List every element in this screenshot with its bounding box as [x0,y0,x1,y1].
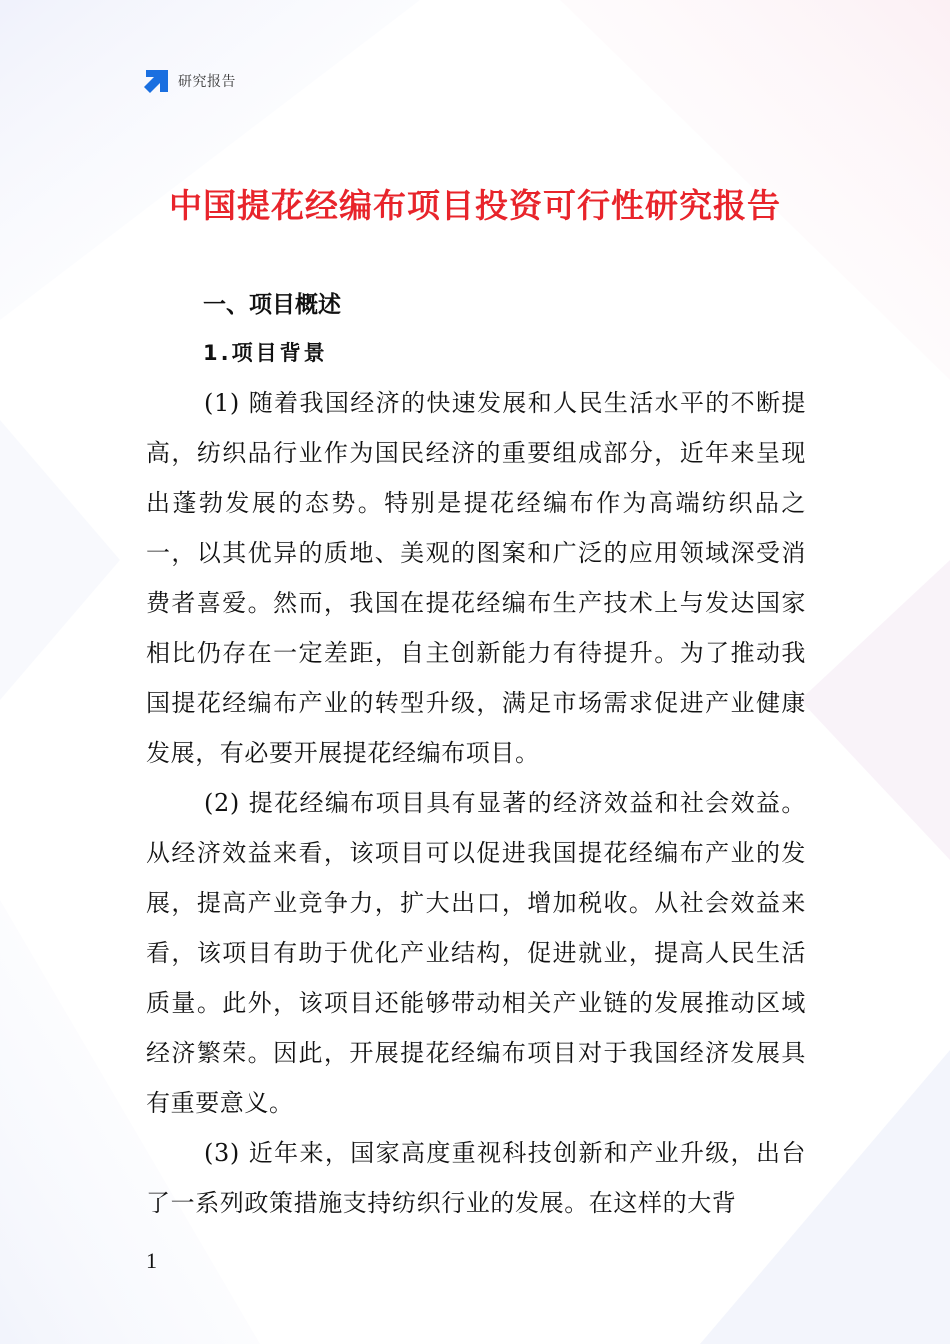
section-heading: 一、项目概述 [203,292,341,318]
sub-heading: 1.项目背景 [203,341,328,365]
paragraph: (3) 近年来，国家高度重视科技创新和产业升级，出台了一系列政策措施支持纺织行业的发展。在这样的大背 [146,1139,806,1217]
page-number: 1 [146,1248,157,1273]
document-title: 中国提花经编布项目投资可行性研究报告 [169,186,781,225]
brand-label: 研究报告 [178,74,236,90]
paragraph: (2) 提花经编布项目具有显著的经济效益和社会效益。从经济效益来看，该项目可以促进我国提花经编布产业的发展，提高产业竞争力，扩大出口，增加税收。从社会效益来看，该项目有助于优化产业结构，促进就业，提高人民生活质量。此外，该项目还能够带动相关产业链的发展推动区域经济繁荣。因此，开展提花经编布项目对于我国经济发展具有重要意义。 [146,789,806,1117]
body-text [146,378,806,1228]
paragraph: (1) 随着我国经济的快速发展和人民生活水平的不断提高，纺织品行业作为国民经济的重要组成部分，近年来呈现出蓬勃发展的态势。特别是提花经编布作为高端纺织品之一，以其优异的质地、美观的图案和广泛的应用领域深受消费者喜爱。然而，我国在提花经编布生产技术上与发达国家相比仍存在一定差距，自主创新能力有待提升。为了推动我国提花经编布产业的转型升级，满足市场需求促进产业健康发展，有必要开展提花经编布项目。 [146,389,806,767]
arrow-up-right-icon [142,68,170,94]
brand-header [142,68,236,94]
